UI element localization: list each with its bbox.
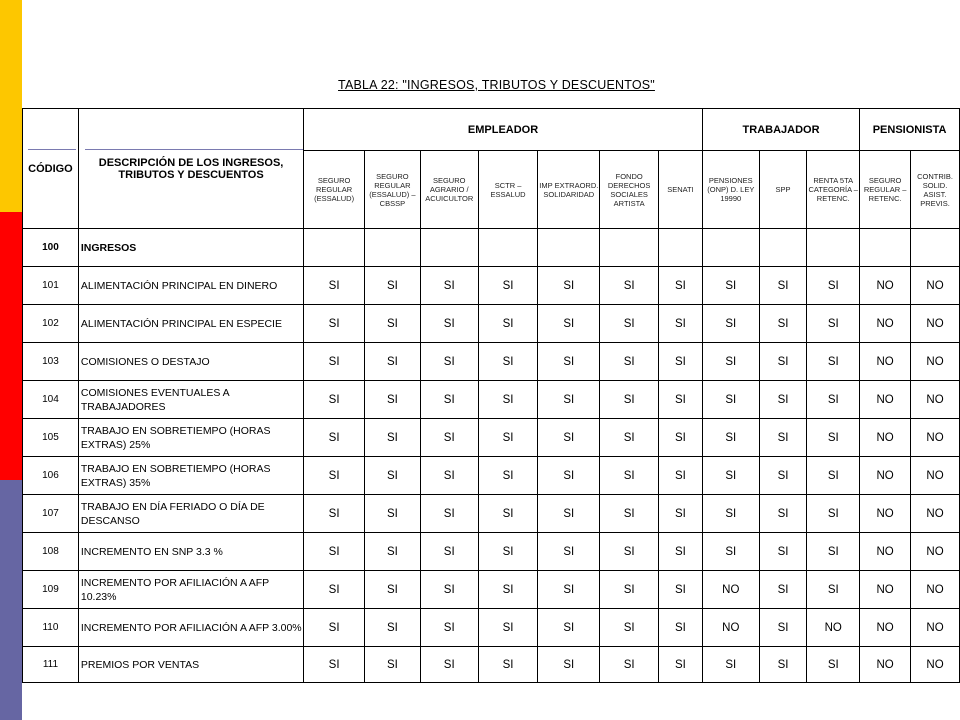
cell-value: NO xyxy=(911,495,960,533)
column-header: SENATI xyxy=(659,151,703,229)
cell-value: SI xyxy=(600,419,659,457)
cell-value: SI xyxy=(759,343,807,381)
row-code: 107 xyxy=(23,495,79,533)
cell-value: SI xyxy=(659,267,703,305)
cell-value: SI xyxy=(600,571,659,609)
cell-value: SI xyxy=(538,647,600,683)
cell-value: SI xyxy=(304,381,365,419)
cell-value: SI xyxy=(759,457,807,495)
cell-value: SI xyxy=(600,305,659,343)
cell-value xyxy=(478,229,538,267)
cell-value: SI xyxy=(659,533,703,571)
cell-value: SI xyxy=(364,571,420,609)
income-tax-table xyxy=(22,108,960,683)
cell-value: SI xyxy=(478,267,538,305)
cell-value: SI xyxy=(759,381,807,419)
column-header: SEGURO REGULAR (ESSALUD) – CBSSP xyxy=(364,151,420,229)
row-description: TRABAJO EN SOBRETIEMPO (HORAS EXTRAS) 25% xyxy=(78,419,303,457)
cell-value: SI xyxy=(702,647,759,683)
column-header: CONTRIB. SOLID. ASIST. PREVIS. xyxy=(911,151,960,229)
column-header: SEGURO REGULAR (ESSALUD) xyxy=(304,151,365,229)
cell-value: NO xyxy=(860,609,911,647)
cell-value: SI xyxy=(420,419,478,457)
cell-value: SI xyxy=(478,343,538,381)
cell-value: SI xyxy=(538,305,600,343)
row-code: 103 xyxy=(23,343,79,381)
column-header: SEGURO AGRARIO / ACUICULTOR xyxy=(420,151,478,229)
table-body xyxy=(23,229,960,683)
cell-value: SI xyxy=(364,381,420,419)
cell-value: SI xyxy=(420,495,478,533)
cell-value: SI xyxy=(659,571,703,609)
cell-value: SI xyxy=(759,495,807,533)
table-row xyxy=(23,457,960,495)
cell-value: SI xyxy=(807,267,860,305)
header-accent-line xyxy=(28,149,76,150)
cell-value: SI xyxy=(538,533,600,571)
cell-value xyxy=(860,229,911,267)
cell-value: SI xyxy=(600,647,659,683)
cell-value xyxy=(600,229,659,267)
cell-value: NO xyxy=(911,419,960,457)
row-code: 104 xyxy=(23,381,79,419)
cell-value: SI xyxy=(807,495,860,533)
cell-value: SI xyxy=(478,647,538,683)
cell-value: SI xyxy=(659,457,703,495)
cell-value: SI xyxy=(304,305,365,343)
cell-value: SI xyxy=(807,457,860,495)
cell-value: SI xyxy=(600,609,659,647)
header-row-groups xyxy=(23,109,960,151)
row-description: ALIMENTACIÓN PRINCIPAL EN DINERO xyxy=(78,267,303,305)
column-header: SCTR – ESSALUD xyxy=(478,151,538,229)
cell-value: SI xyxy=(304,571,365,609)
cell-value: SI xyxy=(600,267,659,305)
cell-value: SI xyxy=(304,267,365,305)
cell-value: SI xyxy=(478,533,538,571)
row-description: INCREMENTO POR AFILIACIÓN A AFP 3.00% xyxy=(78,609,303,647)
cell-value: NO xyxy=(911,571,960,609)
cell-value xyxy=(420,229,478,267)
cell-value: SI xyxy=(759,267,807,305)
cell-value xyxy=(364,229,420,267)
table-row xyxy=(23,609,960,647)
cell-value: SI xyxy=(364,533,420,571)
cell-value: SI xyxy=(304,533,365,571)
column-header: FONDO DERECHOS SOCIALES ARTISTA xyxy=(600,151,659,229)
cell-value: SI xyxy=(600,495,659,533)
cell-value: SI xyxy=(702,267,759,305)
cell-value: SI xyxy=(478,609,538,647)
cell-value: NO xyxy=(860,571,911,609)
cell-value: SI xyxy=(702,419,759,457)
cell-value: SI xyxy=(759,571,807,609)
decorative-stripe-red xyxy=(0,212,22,480)
table-row xyxy=(23,419,960,457)
table-row xyxy=(23,305,960,343)
cell-value: SI xyxy=(304,609,365,647)
cell-value: SI xyxy=(759,419,807,457)
cell-value: SI xyxy=(807,305,860,343)
cell-value: SI xyxy=(538,571,600,609)
row-description: TRABAJO EN DÍA FERIADO O DÍA DE DESCANSO xyxy=(78,495,303,533)
cell-value: SI xyxy=(702,533,759,571)
table-row xyxy=(23,495,960,533)
cell-value: SI xyxy=(538,495,600,533)
row-description: TRABAJO EN SOBRETIEMPO (HORAS EXTRAS) 35% xyxy=(78,457,303,495)
table-row xyxy=(23,381,960,419)
column-header: RENTA 5TA CATEGORÍA – RETENC. xyxy=(807,151,860,229)
cell-value: SI xyxy=(304,495,365,533)
cell-value: SI xyxy=(478,419,538,457)
cell-value: SI xyxy=(420,343,478,381)
table-row xyxy=(23,571,960,609)
decorative-stripe-yellow xyxy=(0,0,22,212)
table-title: TABLA 22: "INGRESOS, TRIBUTOS Y DESCUENTOS" xyxy=(338,78,655,92)
header-codigo: CÓDIGO xyxy=(23,109,79,229)
cell-value: SI xyxy=(304,343,365,381)
row-code: 102 xyxy=(23,305,79,343)
cell-value: SI xyxy=(807,647,860,683)
cell-value xyxy=(304,229,365,267)
row-description: INGRESOS xyxy=(78,229,303,267)
cell-value: SI xyxy=(659,381,703,419)
cell-value: SI xyxy=(759,609,807,647)
cell-value: NO xyxy=(860,381,911,419)
cell-value: SI xyxy=(364,457,420,495)
cell-value xyxy=(702,229,759,267)
cell-value: NO xyxy=(860,305,911,343)
cell-value: SI xyxy=(304,419,365,457)
cell-value: SI xyxy=(364,305,420,343)
cell-value: SI xyxy=(600,533,659,571)
row-description: ALIMENTACIÓN PRINCIPAL EN ESPECIE xyxy=(78,305,303,343)
cell-value: SI xyxy=(364,647,420,683)
cell-value: NO xyxy=(911,343,960,381)
cell-value: NO xyxy=(860,457,911,495)
column-header: IMP EXTRAORD. SOLIDARIDAD xyxy=(538,151,600,229)
cell-value xyxy=(759,229,807,267)
cell-value: SI xyxy=(538,609,600,647)
cell-value: SI xyxy=(538,457,600,495)
cell-value xyxy=(807,229,860,267)
cell-value: SI xyxy=(364,609,420,647)
cell-value: SI xyxy=(659,647,703,683)
row-code: 110 xyxy=(23,609,79,647)
cell-value: SI xyxy=(702,457,759,495)
row-code: 108 xyxy=(23,533,79,571)
cell-value: SI xyxy=(659,305,703,343)
row-description: INCREMENTO POR AFILIACIÓN A AFP 10.23% xyxy=(78,571,303,609)
cell-value: SI xyxy=(702,495,759,533)
cell-value: SI xyxy=(420,267,478,305)
cell-value xyxy=(911,229,960,267)
cell-value: NO xyxy=(911,305,960,343)
cell-value: SI xyxy=(420,647,478,683)
cell-value: SI xyxy=(538,267,600,305)
cell-value: SI xyxy=(478,457,538,495)
cell-value: NO xyxy=(911,267,960,305)
cell-value: SI xyxy=(600,381,659,419)
cell-value: NO xyxy=(860,495,911,533)
column-header: SEGURO REGULAR – RETENC. xyxy=(860,151,911,229)
table-row xyxy=(23,647,960,683)
table-row xyxy=(23,533,960,571)
cell-value: SI xyxy=(364,267,420,305)
cell-value: NO xyxy=(860,267,911,305)
cell-value: NO xyxy=(911,381,960,419)
cell-value: SI xyxy=(478,305,538,343)
header-trabajador: TRABAJADOR xyxy=(702,109,859,151)
cell-value: SI xyxy=(659,495,703,533)
cell-value xyxy=(659,229,703,267)
cell-value: SI xyxy=(538,419,600,457)
header-descripcion: DESCRIPCIÓN DE LOS INGRESOS, TRIBUTOS Y DESCUENTOS xyxy=(78,109,303,229)
cell-value: SI xyxy=(420,305,478,343)
row-code: 111 xyxy=(23,647,79,683)
cell-value: SI xyxy=(659,343,703,381)
header-empleador: EMPLEADOR xyxy=(304,109,703,151)
row-code: 100 xyxy=(23,229,79,267)
table-row xyxy=(23,229,960,267)
cell-value: SI xyxy=(659,419,703,457)
cell-value: SI xyxy=(364,343,420,381)
cell-value: SI xyxy=(702,381,759,419)
cell-value: SI xyxy=(538,343,600,381)
cell-value: SI xyxy=(807,343,860,381)
row-code: 109 xyxy=(23,571,79,609)
decorative-stripe-blue xyxy=(0,480,22,720)
column-header: PENSIONES (ONP) D. LEY 19990 xyxy=(702,151,759,229)
cell-value: NO xyxy=(807,609,860,647)
cell-value: SI xyxy=(759,533,807,571)
row-code: 105 xyxy=(23,419,79,457)
row-code: 101 xyxy=(23,267,79,305)
header-accent-line xyxy=(85,149,303,150)
cell-value: SI xyxy=(420,571,478,609)
cell-value xyxy=(538,229,600,267)
cell-value: NO xyxy=(702,609,759,647)
row-description: INCREMENTO EN SNP 3.3 % xyxy=(78,533,303,571)
cell-value: SI xyxy=(702,343,759,381)
cell-value: SI xyxy=(600,457,659,495)
row-description: COMISIONES O DESTAJO xyxy=(78,343,303,381)
table-row xyxy=(23,343,960,381)
cell-value: NO xyxy=(911,647,960,683)
cell-value: NO xyxy=(860,647,911,683)
row-description: PREMIOS POR VENTAS xyxy=(78,647,303,683)
cell-value: SI xyxy=(420,381,478,419)
cell-value: SI xyxy=(478,381,538,419)
cell-value: NO xyxy=(911,609,960,647)
cell-value: SI xyxy=(478,571,538,609)
cell-value: SI xyxy=(420,457,478,495)
cell-value: SI xyxy=(759,647,807,683)
cell-value: SI xyxy=(420,533,478,571)
column-header: SPP xyxy=(759,151,807,229)
cell-value: NO xyxy=(702,571,759,609)
cell-value: NO xyxy=(860,343,911,381)
cell-value: SI xyxy=(807,419,860,457)
cell-value: SI xyxy=(478,495,538,533)
cell-value: SI xyxy=(538,381,600,419)
row-description: COMISIONES EVENTUALES A TRABAJADORES xyxy=(78,381,303,419)
header-pensionista: PENSIONISTA xyxy=(860,109,960,151)
cell-value: SI xyxy=(759,305,807,343)
cell-value: SI xyxy=(702,305,759,343)
cell-value: SI xyxy=(600,343,659,381)
cell-value: SI xyxy=(807,533,860,571)
row-code: 106 xyxy=(23,457,79,495)
cell-value: NO xyxy=(860,419,911,457)
cell-value: SI xyxy=(304,457,365,495)
cell-value: SI xyxy=(304,647,365,683)
cell-value: SI xyxy=(807,571,860,609)
cell-value: SI xyxy=(807,381,860,419)
cell-value: SI xyxy=(364,419,420,457)
cell-value: SI xyxy=(659,609,703,647)
cell-value: NO xyxy=(911,533,960,571)
cell-value: SI xyxy=(364,495,420,533)
cell-value: NO xyxy=(911,457,960,495)
cell-value: SI xyxy=(420,609,478,647)
cell-value: NO xyxy=(860,533,911,571)
table-row xyxy=(23,267,960,305)
